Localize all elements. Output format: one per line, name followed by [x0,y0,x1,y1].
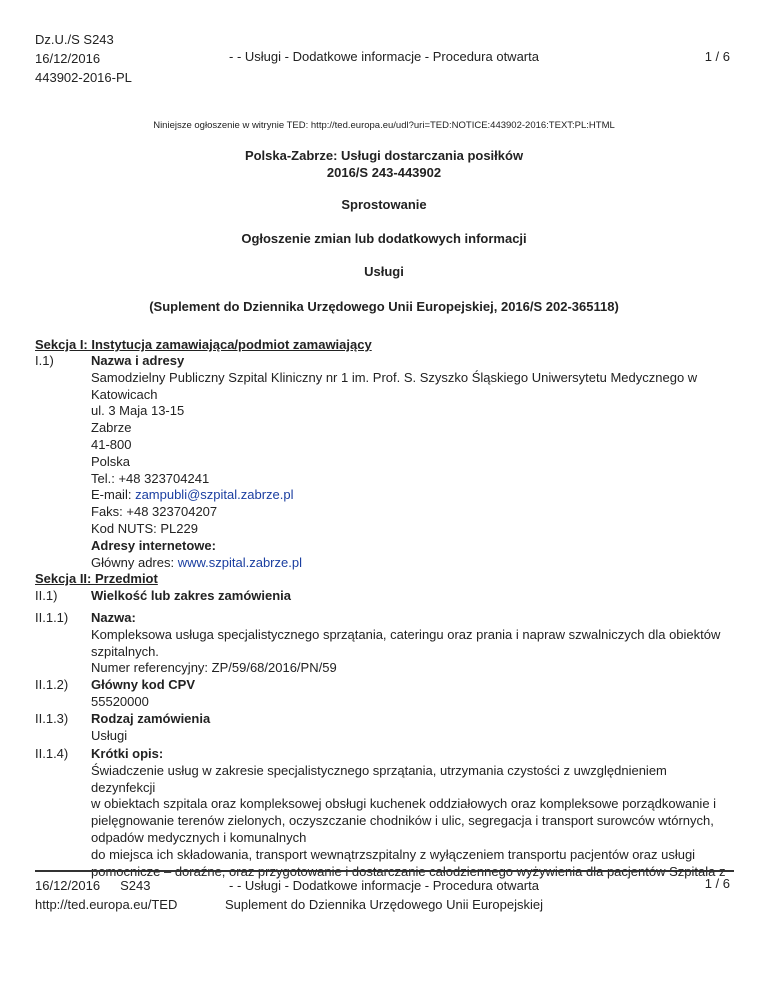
city: Zabrze [91,420,132,436]
section-content [91,746,731,880]
section-1-title: Sekcja I: Instytucja zamawiająca/podmiot zamawiający [35,337,372,352]
telephone: Tel.: +48 323704241 [91,470,210,486]
section-number: II.1) [35,588,58,603]
footer-url[interactable]: http://ted.europa.eu/TED [35,897,178,912]
main-address-line [91,555,731,572]
section-content [91,353,731,571]
street: ul. 3 Maja 13-15 [91,403,185,419]
entity-name-line-2: Katowicach [91,386,158,402]
footer-divider [35,870,734,872]
description-line: w obiektach szpitala oraz kompleksowej obsługi kuchenek oddziałowych oraz kompleksowe porządkowanie i [91,796,717,812]
notice-type: Ogłoszenie zmian lub dodatkowych informacji [241,231,527,246]
entity-name-line-1: Samodzielny Publiczny Szpital Kliniczny nr 1 im. Prof. S. Szyszko Śląskiego Uniwersytetu Medycznego w [91,369,698,385]
corrigendum-label: Sprostowanie [341,197,427,212]
header-date: 16/12/2016 [35,51,101,66]
header-doc-id: 443902-2016-PL [35,70,132,85]
header-title: - - Usługi - Dodatkowe informacje - Procedura otwarta [229,49,539,64]
section-number: II.1.2) [35,677,69,692]
footer-date: 16/12/2016 [35,878,101,893]
header-page: 1 / 6 [704,49,730,64]
footer-title: - - Usługi - Dodatkowe informacje - Procedura otwarta [229,878,539,893]
section-heading: Rodzaj zamówienia [91,711,211,726]
section-number: II.1.3) [35,711,69,726]
footer-subtitle: Suplement do Dziennika Urzędowego Unii Europejskiej [225,897,543,912]
email-line [91,487,731,504]
header-journal: Dz.U./S S243 [35,32,114,47]
postcode: 41-800 [91,436,132,452]
section-number: II.1.1) [35,610,69,625]
footer-series: S243 [120,878,151,893]
description-line: do miejsca ich składowania, transport wewnątrzszpitalny z wyłączeniem transportu pacjentów oraz usługi [91,846,696,862]
ted-notice-line: Niniejsze ogłoszenie w witrynie TED: http://ted.europa.eu/udl?uri=TED:NOTICE:443902-2016:TEXT:PL:HTML [153,120,615,131]
internet-addresses-heading: Adresy internetowe: [91,537,216,553]
section-heading: Nazwa: [91,610,136,625]
main-address-label: Główny adres: [91,554,178,570]
section-content [91,610,731,677]
email-link[interactable]: zampubli@szpital.zabrze.pl [135,487,294,503]
footer-page: 1 / 6 [704,876,730,891]
fax: Faks: +48 323704207 [91,504,218,520]
section-content [91,677,731,711]
section-heading: Główny kod CPV [91,677,196,692]
section-number: I.1) [35,353,54,368]
reference-number: Numer referencyjny: ZP/59/68/2016/PN/59 [91,660,337,676]
document-title [0,147,768,181]
section-content [91,711,731,745]
title-line-2: 2016/S 243-443902 [326,165,442,180]
title-line-1: Polska-Zabrze: Usługi dostarczania posiłków [244,148,524,163]
contract-kind: Usługi [91,727,128,743]
email-label: E-mail: [91,487,136,503]
title-text-line-2: szpitalnych. [91,643,159,659]
section-heading: Nazwa i adresy [91,353,185,368]
cpv-code: 55520000 [91,693,149,709]
description-line: odpadów medycznych i komunalnych [91,829,307,845]
description-line: pielęgnowanie terenów zielonych, oczyszczanie chodników i ulic, segregacja i transport surowców wtórnych, [91,813,714,829]
description-line: Świadczenie usług w zakresie specjalistycznego sprzątania, utrzymania czystości z uwzględnieniem dezynfekcji [91,762,667,795]
section-heading: Wielkość lub zakres zamówienia [91,588,292,603]
supplement-reference: (Suplement do Dziennika Urzędowego Unii Europejskiej, 2016/S 202-365118) [149,299,619,314]
title-text-line-1: Kompleksowa usługa specjalistycznego sprzątania, cateringu oraz prania i napraw szwalniczych dla obiektów [91,626,721,642]
nuts-code: Kod NUTS: PL229 [91,520,198,536]
footer-center [0,876,768,914]
section-heading: Krótki opis: [91,746,164,761]
contract-type: Usługi [364,264,404,279]
section-number: II.1.4) [35,746,69,761]
main-address-link[interactable]: www.szpital.zabrze.pl [177,554,302,570]
country: Polska [91,453,131,469]
section-2-title: Sekcja II: Przedmiot [35,571,158,586]
